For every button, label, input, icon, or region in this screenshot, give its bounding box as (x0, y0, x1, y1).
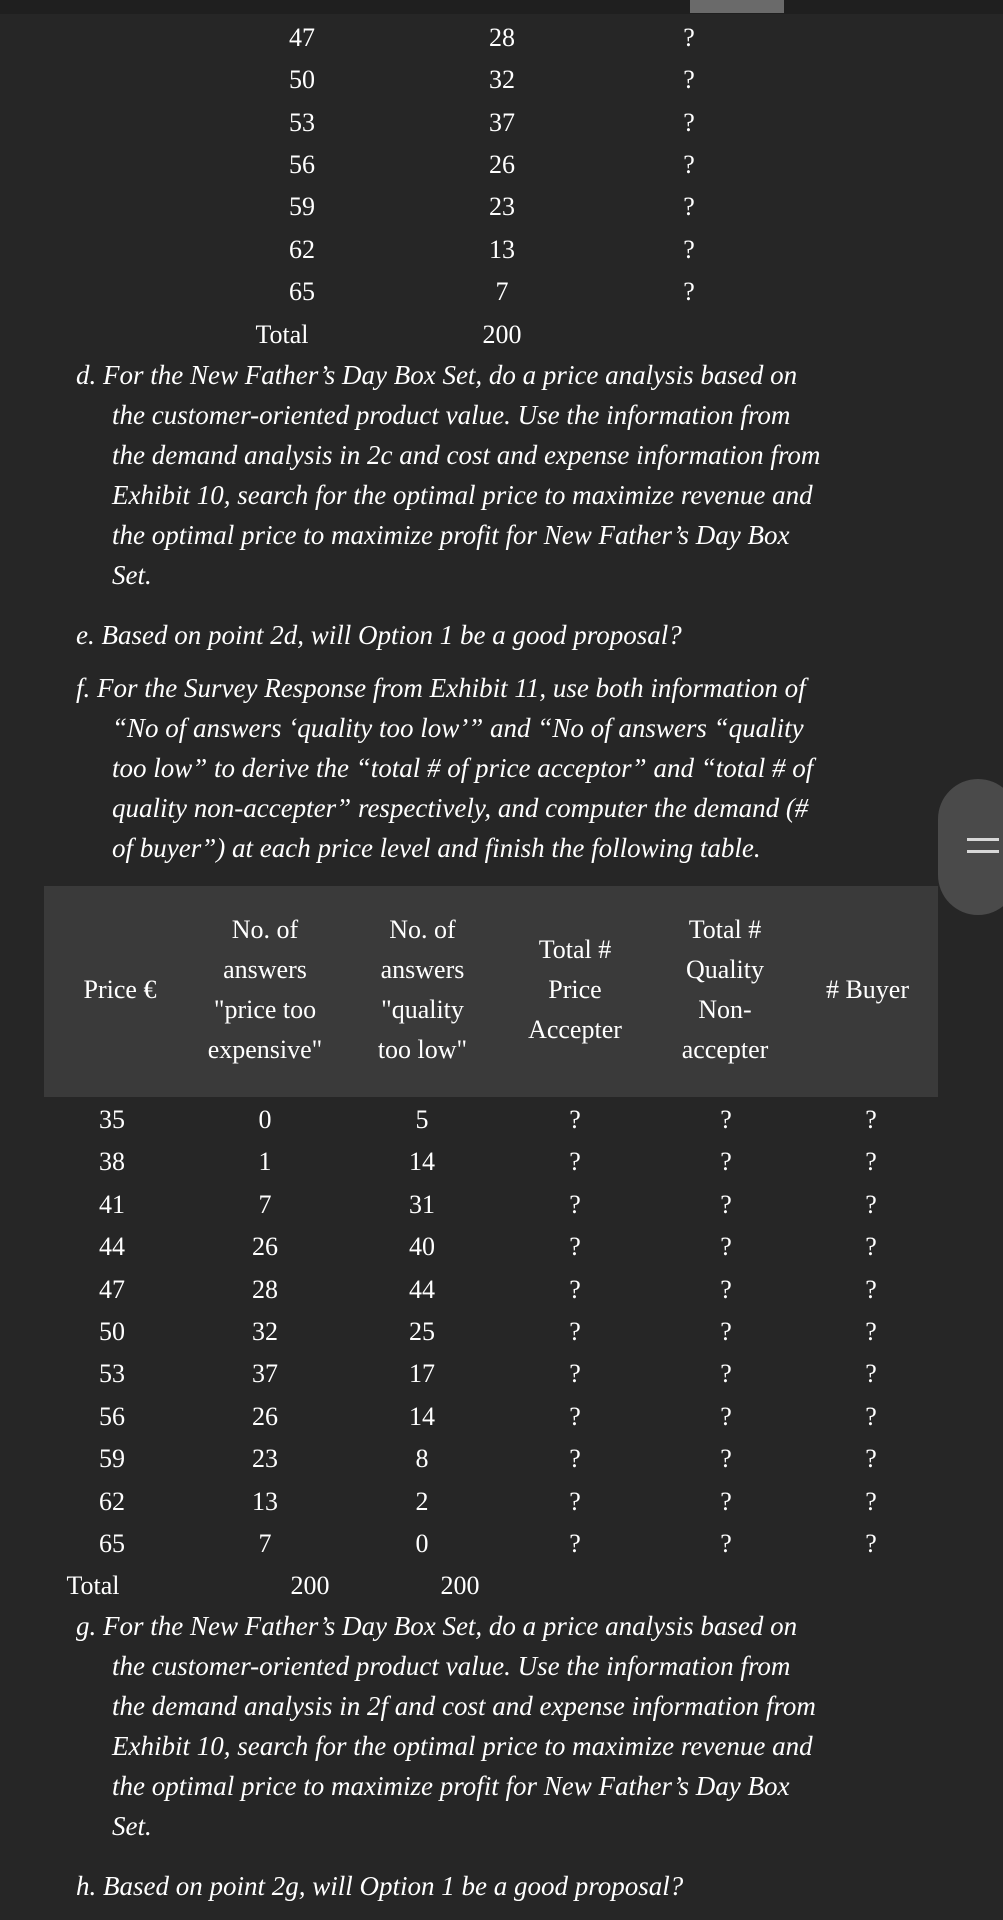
paragraph-g-line-4: the optimal price to maximize profit for New Father’s Day Box (112, 1771, 790, 1801)
table-1-buyer: ? (683, 107, 695, 137)
table-1-price: 59 (289, 192, 315, 222)
paragraph-f-line-3: quality non-accepter” respectively, and computer the demand (# (112, 793, 809, 823)
header-quality-line: answers (380, 955, 465, 984)
header-expensive-line: expensive" (207, 1035, 323, 1064)
paragraph-g-line-5: Set. (112, 1811, 152, 1841)
table-2-quality: 40 (409, 1232, 435, 1262)
table-2-accepter: ? (569, 1401, 581, 1431)
table-2-accepter: ? (569, 1274, 581, 1304)
paragraph-f-first: f. For the Survey Response from Exhibit 11, use both information of (76, 673, 806, 703)
paragraph-d-line-3: Exhibit 10, search for the optimal price to maximize revenue and (112, 480, 813, 510)
paragraph-g-line-1: the customer-oriented product value. Use the information from (112, 1651, 791, 1681)
table-1-price: 50 (289, 65, 315, 95)
table-2-quality: 17 (409, 1359, 435, 1389)
table-1-price: 53 (289, 107, 315, 137)
table-1-total-value: 200 (482, 320, 522, 349)
table-2-nonaccepter: ? (720, 1105, 732, 1134)
paragraph-f-line-4: of buyer”) at each price level and finish the following table. (112, 833, 761, 863)
table-1-count: 28 (489, 23, 515, 52)
table-2-buyer: ? (865, 1359, 877, 1389)
paragraph-d-line-5: Set. (112, 560, 152, 590)
table-2-accepter: ? (569, 1105, 581, 1134)
table-2-buyer: ? (865, 1147, 877, 1177)
table-2-quality: 8 (415, 1444, 429, 1474)
table-2-nonaccepter: ? (720, 1401, 732, 1431)
header-expensive-line: "price too (213, 995, 317, 1024)
header-nonaccepter-line: accepter (681, 1035, 769, 1064)
paragraph-e (76, 615, 956, 655)
table-2-accepter: ? (569, 1529, 581, 1558)
paragraph-d-line-4: the optimal price to maximize profit for New Father’s Day Box (112, 520, 790, 550)
table-1-total-label: Total (255, 320, 309, 349)
table-2-expensive: 1 (258, 1147, 272, 1177)
table-2-nonaccepter: ? (720, 1274, 732, 1304)
paragraph-f-line-2: too low” to derive the “total # of price acceptor” and “total # of (112, 753, 814, 783)
header-accepter (505, 930, 645, 1050)
handle-bar-icon (967, 838, 999, 841)
table-2-nonaccepter: ? (720, 1359, 732, 1389)
table-1-count: 23 (489, 192, 515, 222)
table-2-price: 41 (99, 1189, 125, 1219)
paragraph-h (76, 1866, 956, 1906)
header-quality (355, 910, 490, 1070)
table-1-buyer: ? (683, 149, 695, 179)
table-2-quality: 0 (415, 1529, 429, 1558)
header-accepter-line: Accepter (528, 1015, 622, 1044)
table-2-quality: 44 (409, 1274, 435, 1304)
top-bar (0, 0, 1003, 14)
header-expensive-line: answers (223, 955, 307, 984)
table-2-accepter: ? (569, 1232, 581, 1262)
table-2-quality: 2 (415, 1486, 429, 1516)
table-1-count: 37 (489, 107, 515, 137)
table-2-accepter: ? (569, 1486, 581, 1516)
table-2-price: 53 (99, 1359, 125, 1389)
table-1-buyer: ? (683, 234, 695, 264)
table-1-buyer: ? (683, 65, 695, 95)
table-2-buyer: ? (865, 1189, 877, 1219)
table-1-price: 65 (289, 276, 315, 306)
header-price: Price € (83, 975, 157, 1004)
table-1-count: 32 (489, 65, 515, 95)
table-1-price: 56 (289, 149, 315, 179)
table-2-quality: 5 (415, 1105, 429, 1134)
handle-bar-icon (967, 850, 999, 853)
table-2-nonaccepter: ? (720, 1147, 732, 1177)
header-quality-line: No. of (389, 915, 456, 944)
table-2-nonaccepter: ? (720, 1189, 732, 1219)
table-2-buyer: ? (865, 1317, 877, 1346)
table-2-total-expensive: 200 (290, 1571, 330, 1600)
paragraph-d-line-1: the customer-oriented product value. Use the information from (112, 400, 791, 430)
table-2-accepter: ? (569, 1444, 581, 1474)
table-2-nonaccepter: ? (720, 1317, 732, 1346)
table-2-total-quality: 200 (440, 1571, 480, 1600)
header-nonaccepter-line: Quality (686, 955, 764, 984)
table-2-buyer: ? (865, 1105, 877, 1134)
table-2-buyer: ? (865, 1486, 877, 1516)
table-2-price: 56 (99, 1401, 125, 1431)
table-2-quality: 31 (409, 1189, 435, 1219)
table-2-expensive: 23 (252, 1444, 278, 1474)
table-2-quality: 25 (409, 1317, 435, 1346)
table-2-accepter: ? (569, 1359, 581, 1389)
table-2-price: 44 (99, 1232, 125, 1262)
paragraph-g-first: g. For the New Father’s Day Box Set, do a price analysis based on (76, 1611, 798, 1641)
paragraph-d-line-2: the demand analysis in 2c and cost and expense information from (112, 440, 821, 470)
table-2-nonaccepter: ? (720, 1529, 732, 1558)
table-2-nonaccepter: ? (720, 1444, 732, 1474)
table-2-price: 38 (99, 1147, 125, 1177)
table-1-price: 62 (289, 234, 315, 264)
table-2-nonaccepter: ? (720, 1232, 732, 1262)
header-expensive (180, 910, 350, 1070)
paragraph-f-line-1: “No of answers ‘quality too low’” and “No of answers “quality (112, 713, 804, 743)
table-2-expensive: 13 (252, 1486, 278, 1516)
table-2-accepter: ? (569, 1147, 581, 1177)
table-2-expensive: 7 (258, 1529, 272, 1558)
paragraph-g (76, 1606, 956, 1846)
table-2-expensive: 37 (252, 1359, 278, 1389)
header-nonaccepter-line: Total # (688, 915, 762, 944)
table-2-price: 62 (99, 1486, 125, 1516)
table-2-expensive: 32 (252, 1317, 278, 1346)
table-2-price: 65 (99, 1529, 125, 1558)
paragraph-f (76, 668, 956, 868)
header-buyer: # Buyer (825, 975, 910, 1004)
table-2-price: 47 (99, 1274, 125, 1304)
table-2-nonaccepter: ? (720, 1486, 732, 1516)
header-expensive-line: No. of (231, 915, 299, 944)
table-1-price: 47 (289, 23, 315, 52)
table-2-accepter: ? (569, 1317, 581, 1346)
header-accepter-line: Price (548, 975, 602, 1004)
header-quality-line: "quality (381, 995, 464, 1024)
table-1-count: 13 (489, 234, 515, 264)
side-panel-handle[interactable] (938, 779, 1003, 915)
paragraph-d-first: d. For the New Father’s Day Box Set, do a price analysis based on (76, 360, 798, 390)
table-2-buyer: ? (865, 1401, 877, 1431)
paragraph-d (76, 355, 956, 595)
paragraph-e-first: e. Based on point 2d, will Option 1 be a good proposal? (76, 620, 682, 650)
table-1-buyer: ? (683, 192, 695, 222)
table-1-buyer: ? (683, 23, 695, 52)
table-2-quality: 14 (409, 1401, 435, 1431)
table-2-expensive: 0 (258, 1105, 272, 1134)
paragraph-g-line-2: the demand analysis in 2f and cost and expense information from (112, 1691, 816, 1721)
header-nonaccepter (660, 910, 790, 1070)
table-2-expensive: 26 (252, 1232, 278, 1262)
table-2-buyer: ? (865, 1232, 877, 1262)
table-1-count: 26 (489, 149, 515, 179)
table-2-buyer: ? (865, 1529, 877, 1558)
header-nonaccepter-line: Non- (698, 995, 752, 1024)
table-2-buyer: ? (865, 1444, 877, 1474)
table-2-expensive: 28 (252, 1274, 278, 1304)
header-quality-line: too low" (377, 1035, 468, 1064)
table-2-price: 59 (99, 1444, 125, 1474)
scroll-thumb[interactable] (690, 0, 784, 13)
table-2-accepter: ? (569, 1189, 581, 1219)
table-2-expensive: 26 (252, 1401, 278, 1431)
paragraph-g-line-3: Exhibit 10, search for the optimal price to maximize revenue and (112, 1731, 813, 1761)
header-accepter-line: Total # (538, 935, 612, 964)
table-1-buyer: ? (683, 276, 695, 306)
table-2-buyer: ? (865, 1274, 877, 1304)
table-2-quality: 14 (409, 1147, 435, 1177)
table-2-price: 35 (99, 1105, 125, 1134)
table-2-price: 50 (99, 1317, 125, 1346)
table-2-expensive: 7 (258, 1189, 272, 1219)
table-1-count: 7 (495, 276, 509, 306)
paragraph-h-first: h. Based on point 2g, will Option 1 be a good proposal? (76, 1871, 684, 1901)
table-2-total-label: Total (66, 1571, 120, 1600)
